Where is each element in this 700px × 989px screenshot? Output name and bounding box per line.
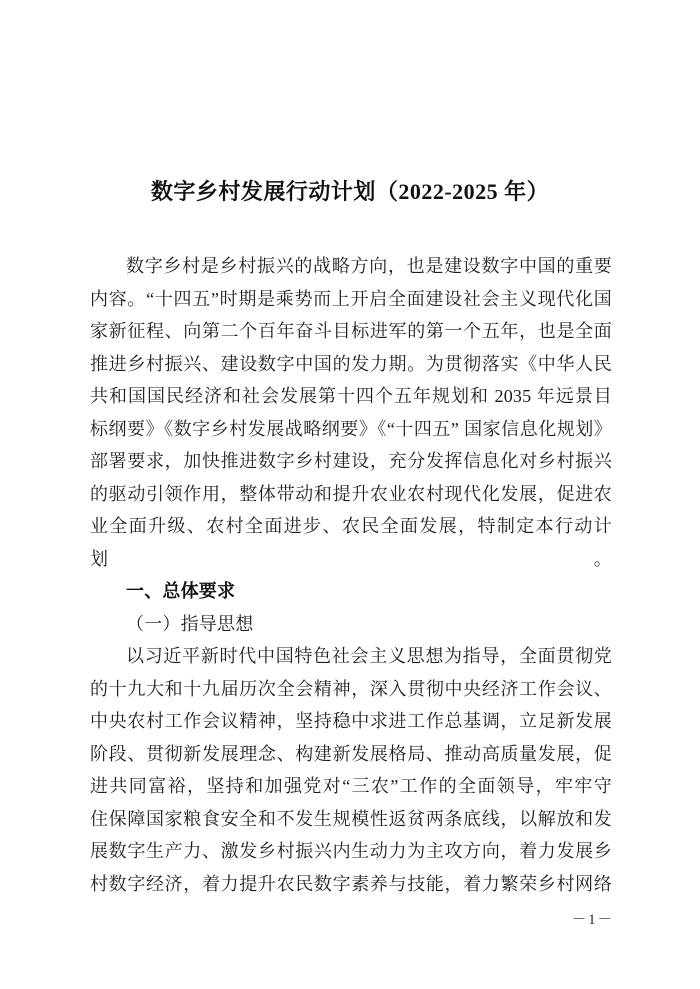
text-line: （一）指导思想 xyxy=(126,613,254,634)
text-line: 阶段、贯彻新发展理念、构建新发展格局、推动高质量发展，促 xyxy=(90,743,612,764)
document-title: 数字乡村发展行动计划（2022-2025 年） xyxy=(150,179,550,204)
text-line: 住保障国家粮食安全和不发生规模性返贫两条底线，以解放和发 xyxy=(90,808,612,829)
text-line: 数字乡村是乡村振兴的战略方向，也是建设数字中国的重要 xyxy=(126,256,612,276)
text-line: 家新征程、向第二个百年奋斗目标进军的第一个五年，也是全面 xyxy=(90,321,612,341)
text-line: 以习近平新时代中国特色社会主义思想为指导，全面贯彻党 xyxy=(126,646,612,666)
section-heading xyxy=(90,575,612,608)
text-line: 内容。“十四五”时期是乘势而上开启全面建设社会主义现代化国 xyxy=(90,288,612,309)
page-number: －1－ xyxy=(571,912,614,928)
text-line: 部署要求，加快推进数字乡村建设，充分发挥信息化对乡村振兴 xyxy=(90,451,612,471)
section-heading xyxy=(90,608,612,641)
text-line: 的驱动引领作用，整体带动和提升农业农村现代化发展，促进农 xyxy=(90,483,612,504)
text-line: 中央农村工作会议精神，坚持稳中求进工作总基调，立足新发展 xyxy=(90,711,612,731)
text-line: 村数字经济，着力提升农民数字素养与技能，着力繁荣乡村网络 xyxy=(90,873,612,894)
paragraph xyxy=(90,250,612,575)
text-line: 一、总体要求 xyxy=(126,581,236,601)
text-line: 共和国国民经济和社会发展第十四个五年规划和 2035 年远景目 xyxy=(90,386,612,406)
text-line: 展数字生产力、激发乡村振兴内生动力为主攻方向，着力发展乡 xyxy=(90,841,612,861)
text-line: 推进乡村振兴、建设数字中国的发力期。为贯彻落实《中华人民 xyxy=(90,353,612,374)
text-line: 业全面升级、农村全面进步、农民全面发展，特制定本行动计划。 xyxy=(90,516,612,569)
document-body xyxy=(90,250,612,900)
paragraph xyxy=(90,640,612,900)
text-line: 标纲要》《数字乡村发展战略纲要》《“十四五” 国家信息化规划》 xyxy=(90,418,612,439)
text-line: 的十九大和十九届历次全会精神，深入贯彻中央经济工作会议、 xyxy=(90,678,612,699)
text-line: 进共同富裕，坚持和加强党对“三农”工作的全面领导，牢牢守 xyxy=(90,776,612,796)
